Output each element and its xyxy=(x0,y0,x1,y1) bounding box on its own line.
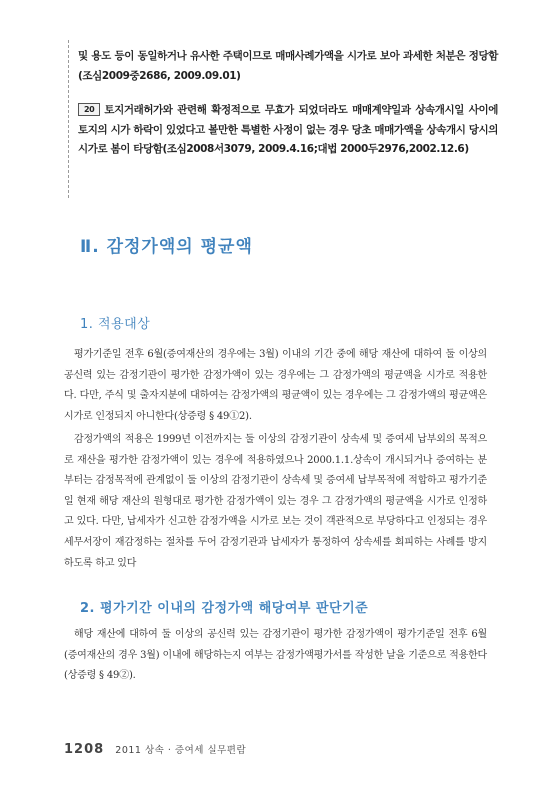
subsection-2-title: 2. 평가기간 이내의 감정가액 해당여부 판단기준 xyxy=(80,601,369,616)
subsection-1-title: 1. 적용대상 xyxy=(80,317,151,332)
note-1 xyxy=(78,47,498,86)
note-number-badge: 20 xyxy=(78,103,100,116)
page-footer xyxy=(64,738,246,757)
section-title: Ⅱ. 감정가액의 평균액 xyxy=(80,237,253,257)
subsection-1-paragraph-1: 평가기준일 전후 6월(증여재산의 경우에는 3월) 이내의 기간 중에 해당 재산에 대하여 둘 이상의 공신력 있는 감정기관이 평가한 감정가액이 있는 경우에는 그 감정가액의 평균액을 시가로 적용한다. 다만, 주식 및 출자지분에 대하여는 감정가액의 평균액이 있는 경우에는 그 감정가액의 평균액은 시가로 인정되지 아니한다(상증령 § 49①2). xyxy=(64,349,487,422)
page-number: 1208 xyxy=(64,742,105,757)
subsection-1-paragraph-2: 감정가액의 적용은 1999년 이전까지는 둘 이상의 감정기관이 상속세 및 증여세 납부외의 목적으로 재산을 평가한 감정가액이 있는 경우에 적용하였으나 2000.1.1.상속이 개시되거나 증여하는 분부터는 감정목적에 관계없이 둘 이상의 감정기관이 상속세 및 증여세 납부목적에 적합하고 평가기준일 현재 해당 재산의 원형대로 평가한 감정가액이 있는 경우 그 감정가액의 평균액을 시가로 인정하고 있다. 다만, 납세자가 신고한 감정가액을 시가로 보는 것이 객관적으로 부당하다고 인정되는 경우 세무서장이 재감정하는 절차를 두어 감정기관과 납세자가 통정하여 상속세를 회피하는 사례를 방지하도록 하고 있다 xyxy=(64,434,487,569)
subsection-2-paragraph-1: 해당 재산에 대하여 둘 이상의 공신력 있는 감정기관이 평가한 감정가액이 평가기준일 전후 6월(증여재산의 경우 3월) 이내에 해당하는지 여부는 감정가액평가서를 작성한 날을 기준으로 적용한다(상증령 § 49②). xyxy=(64,629,487,682)
note-1-text: 및 용도 등이 동일하거나 유사한 주택이므로 매매사례가액을 시가로 보아 과세한 처분은 정당함(조심2009중2686, 2009.09.01) xyxy=(78,50,498,82)
note-2-text: 토지거래허가와 관련해 확정적으로 무효가 되었더라도 매매계약일과 상속개시일 사이에 토지의 시가 하락이 있었다고 볼만한 특별한 사정이 없는 경우 당초 매매가액을 상속개시 당시의 시가로 봄이 타당함(조심2008서3079, 2009.4.16;대법 2000두2976,2002.12.6) xyxy=(78,104,498,155)
book-title: 2011 상속 · 증여세 실무편람 xyxy=(115,745,247,756)
note-dashed-rule xyxy=(68,40,69,198)
note-2 xyxy=(78,101,498,160)
